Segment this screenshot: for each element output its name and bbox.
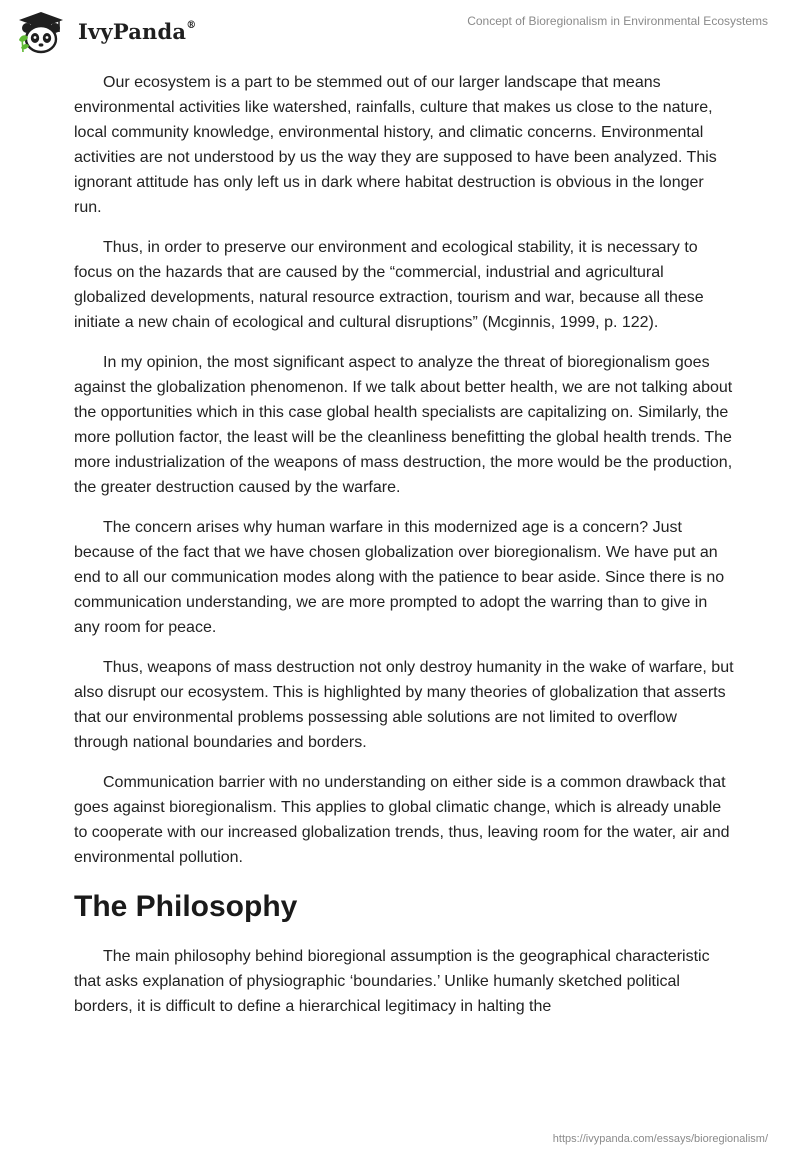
paragraph: Communication barrier with no understanding on either side is a common drawback that goes against bioregionalism. This applies to global climatic change, which is already unable to cooperate with our increased globalization trends, thus, leaving room for the water, air and environmental pollution. xyxy=(74,774,730,866)
registered-mark: ® xyxy=(186,20,197,31)
paragraph: In my opinion, the most significant aspect to analyze the threat of bioregionalism goes against the globalization phenomenon. If we talk about better health, we are not talking about the opportunities which in this case global health specialists are capitalizing on. Similarly, the more pollution factor, the least will be the cleanliness benefitting the global health trends. The more industrialization of the weapons of mass destruction, the more would be the production, the greater destruction caused by the warfare. xyxy=(74,354,733,496)
paragraph: Our ecosystem is a part to be stemmed out of our larger landscape that means environmental activities like watershed, rainfalls, culture that makes us close to the nature, local community knowledge, environmental history, and climatic concerns. Environmental activities are not understood by us the way they are supposed to have been analyzed. This ignorant attitude has only left us in dark where habitat destruction is obvious in the longer run. xyxy=(74,74,717,216)
section-heading: The Philosophy xyxy=(74,890,298,923)
document-title: Concept of Bioregionalism in Environmental Ecosystems xyxy=(467,14,768,28)
brand-text: IvyPanda xyxy=(78,19,187,44)
essay-body xyxy=(74,70,734,1034)
page-header xyxy=(0,0,800,62)
paragraph: Thus, in order to preserve our environment and ecological stability, it is necessary to focus on the hazards that are caused by the “commercial, industrial and agricultural globalized developments, natural resource extraction, tourism and war, because all these initiate a new chain of ecological and cultural disruptions” (Mcginnis, 1999, p. 122). xyxy=(74,239,704,331)
source-url[interactable]: https://ivypanda.com/essays/bioregionalism/ xyxy=(552,1133,768,1145)
ivypanda-logo-icon[interactable] xyxy=(15,10,75,54)
paragraph: The concern arises why human warfare in this modernized age is a concern? Just because of the fact that we have chosen globalization over bioregionalism. We have put an end to all our communication modes along with the patience to bear aside. Since there is no communication understanding, we are more prompted to adopt the warring than to give in any room for peace. xyxy=(74,519,725,636)
paragraph: The main philosophy behind bioregional assumption is the geographical characteristic that asks explanation of physiographic ‘boundaries.’ Unlike humanly sketched political borders, it is difficult to define a hierarchical legitimacy in halting the xyxy=(74,948,710,1015)
brand-name[interactable] xyxy=(78,19,196,44)
paragraph: Thus, weapons of mass destruction not only destroy humanity in the wake of warfare, but also disrupt our ecosystem. This is highlighted by many theories of globalization that asserts that our environmental problems possessing able solutions are not limited to overflow through national boundaries and borders. xyxy=(74,659,734,751)
